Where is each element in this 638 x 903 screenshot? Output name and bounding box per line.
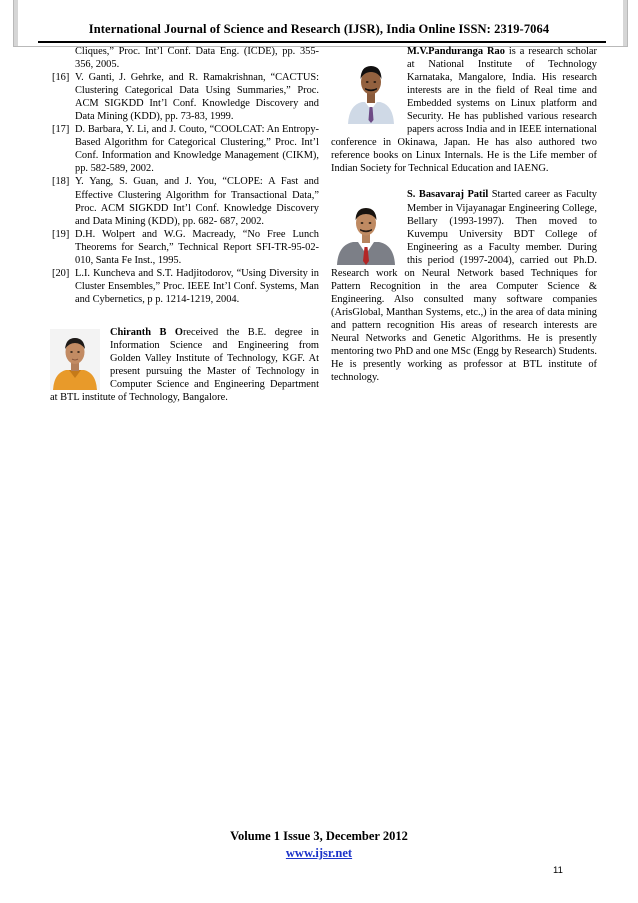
reference-text: Y. Yang, S. Guan, and J. You, “CLOPE: A Fast and Effective Clustering Algorithm for Transactional Data,” Proc. ACM SIGKDD Int’l Conf. Knowledge Discovery and Data Mining (KDD), pp. 682- 687, 2002. bbox=[75, 176, 319, 227]
reference-number: [16] bbox=[52, 72, 70, 84]
reference-text: L.I. Kuncheva and S.T. Hadjitodorov, “Using Diversity in Cluster Ensembles,” Proc. IEEE Int’l Conf. Systems, Man and Cybernetics, p p. 1214-1219, 2004. bbox=[75, 267, 319, 305]
bio-author-name: Chiranth B O bbox=[110, 326, 183, 338]
header-frame-right-bar bbox=[623, 0, 627, 46]
reference-item bbox=[53, 267, 319, 306]
reference-item bbox=[53, 123, 319, 175]
bio-text: is a research scholar at National Institute of Technology Karnataka, Mangalore, India. His research interests are in the field of Real time and Embedded systems on Linux platform and Security. He has published various research papers across India and in IEEE international conference in Okinawa, Japan. He has also authored two reference books on Linux Internals. He is the Life member of Indian Society for Technical Education and IAENG. bbox=[331, 46, 598, 175]
reference-text: D. Barbara, Y. Li, and J. Couto, “COOLCAT: An Entropy-Based Algorithm for Categorical Clustering,” Proc. Int’l Conf. Information and Knowledge Management (CIKM), pp. 582-589, 2002. bbox=[75, 124, 319, 175]
bio-text: received the B.E. degree in Information Science and Engineering from Golden Valley Institute of Technology, KGF. At present pursuing the Master of Technology in Computer Science and Engineering Department at BTL institute of Technology, Bangalore. bbox=[50, 326, 320, 404]
reference-continuation: Cliques,” Proc. Int’l Conf. Data Eng. (ICDE), pp. 355-356, 2005. bbox=[75, 46, 319, 71]
left-column bbox=[50, 45, 320, 404]
right-column bbox=[331, 45, 597, 384]
reference-item bbox=[53, 71, 319, 123]
reference-item bbox=[53, 228, 319, 267]
reference-text: D.H. Wolpert and W.G. Macready, “No Free Lunch Theorems for Search,” Technical Report SFI-TR-95-02-010, Santa Fe Inst., 1995. bbox=[75, 228, 319, 266]
reference-text: V. Ganti, J. Gehrke, and R. Ramakrishnan, “CACTUS: Clustering Categorical Data Using Summaries,” Proc. ACM SIGKDD Int’l Conf. Knowledge Discovery and Data Mining (KDD), pp. 73-83, 1999. bbox=[75, 72, 319, 123]
author-photo-basavaraj bbox=[335, 201, 397, 265]
bio-text: Started career as Faculty Member in Vijayanagar Engineering College, Bellary (1993-1997). Then moved to Kuvempu University BDT College of Engineering as a Faculty member. During this period (1997-2004), carried out Ph.D. Research work on Neural Network based Techniques for Pattern Recognition in the area Computer Science & Engineering. Also consulted many software companies (ArisGlobal, Manthan Systems, etc.,) in the area of data mining and pattern recognition His areas of research interests are Neural Networks and Genetic Algorithms. He is presently mentoring two PhD and one MSc (Engg by Research) Students. He is presently working as professor at BTL institute of technology. bbox=[331, 189, 598, 384]
footer-url-link[interactable]: www.ijsr.net bbox=[285, 846, 353, 860]
reference-number: [18] bbox=[52, 176, 70, 188]
page-number: 11 bbox=[553, 865, 563, 876]
journal-header: International Journal of Science and Research (IJSR), India Online ISSN: 2319-7064 bbox=[88, 22, 550, 36]
bio-basavaraj bbox=[331, 188, 597, 384]
reference-number: [20] bbox=[52, 267, 70, 279]
reference-number: [19] bbox=[52, 228, 70, 240]
reference-number: [17] bbox=[52, 124, 70, 136]
author-photo-panduranga bbox=[345, 58, 397, 124]
reference-item bbox=[53, 175, 319, 227]
bio-author-name: M.V.Panduranga Rao bbox=[407, 46, 505, 57]
header-rule bbox=[38, 41, 606, 43]
bio-author-name: S. Basavaraj Patil bbox=[407, 189, 489, 201]
bio-panduranga bbox=[331, 45, 597, 175]
author-photo-chiranth bbox=[50, 329, 100, 390]
footer-volume: Volume 1 Issue 3, December 2012 bbox=[230, 829, 408, 843]
bio-chiranth bbox=[50, 326, 319, 404]
